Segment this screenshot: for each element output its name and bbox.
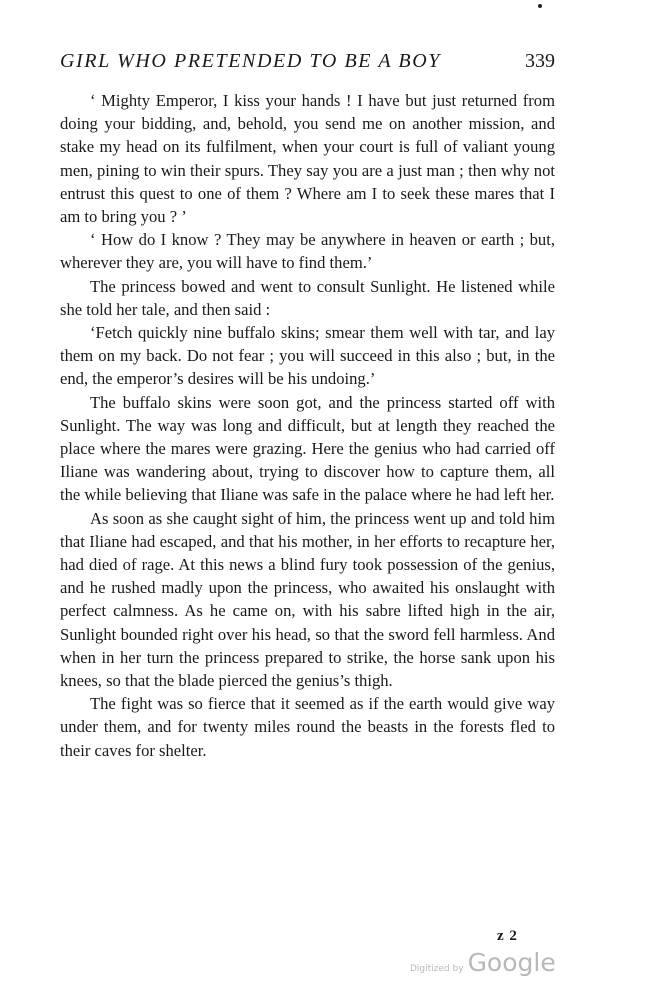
- digitized-prefix: Digitized by: [410, 964, 464, 974]
- google-logo: Google: [467, 948, 556, 977]
- stray-mark: [538, 4, 542, 8]
- running-header: [60, 50, 555, 73]
- paragraph: As soon as she caught sight of him, the princess went up and told him that Iliane had escaped, and that his mother, in her efforts to recapture her, had died of rage. At this news a blind fury took possession of the genius, and he rushed madly upon the princess, who awaited his onslaught with perfect calmness. As he came on, with his sabre lifted high in the air, Sunlight bounded right over his head, so that the sword fell harmless. And when in her turn the princess prepared to strike, the horse sank upon his knees, so that the blade pierced the genius’s thigh.: [60, 508, 555, 691]
- paragraph: ‘Fetch quickly nine buffalo skins; smear them well with tar, and lay them on my back. Do not fear ; you will succeed in this also ; but, in the end, the emperor’s desires will be his undoing.’: [60, 323, 555, 389]
- running-title: GIRL WHO PRETENDED TO BE A BOY: [60, 50, 441, 72]
- book-page: [60, 50, 555, 762]
- paragraph: ‘ Mighty Emperor, I kiss your hands ! I have but just returned from doing your bidding, and, behold, you send me on another mission, and stake my head on its fulfilment, when your court is full of valiant young men, pining to win their spurs. They say you are a just man ; then why not entrust this quest to one of them ? Where am I to seek these mares that I am to bring you ? ’: [60, 91, 555, 227]
- paragraph: The fight was so fierce that it seemed as if the earth would give way under them, and for twenty miles round the beasts in the forests fled to their caves for shelter.: [60, 694, 555, 760]
- paragraph: The princess bowed and went to consult Sunlight. He listened while she told her tale, and then said :: [60, 276, 555, 319]
- paragraph: The buffalo skins were soon got, and the princess started off with Sunlight. The way was long and difficult, but at length they reached the place where the mares were grazing. Here the genius who had carried off Iliane was wandering about, trying to discover how to capture them, all the while believing that Iliane was safe in the palace where he had left her.: [60, 392, 555, 505]
- body-text: [60, 89, 555, 762]
- signature-mark: z 2: [497, 928, 518, 944]
- paragraph: ‘ How do I know ? They may be anywhere in heaven or earth ; but, wherever they are, you will have to find them.’: [60, 230, 555, 273]
- page-number: 339: [525, 50, 555, 72]
- digitized-watermark: [410, 948, 556, 977]
